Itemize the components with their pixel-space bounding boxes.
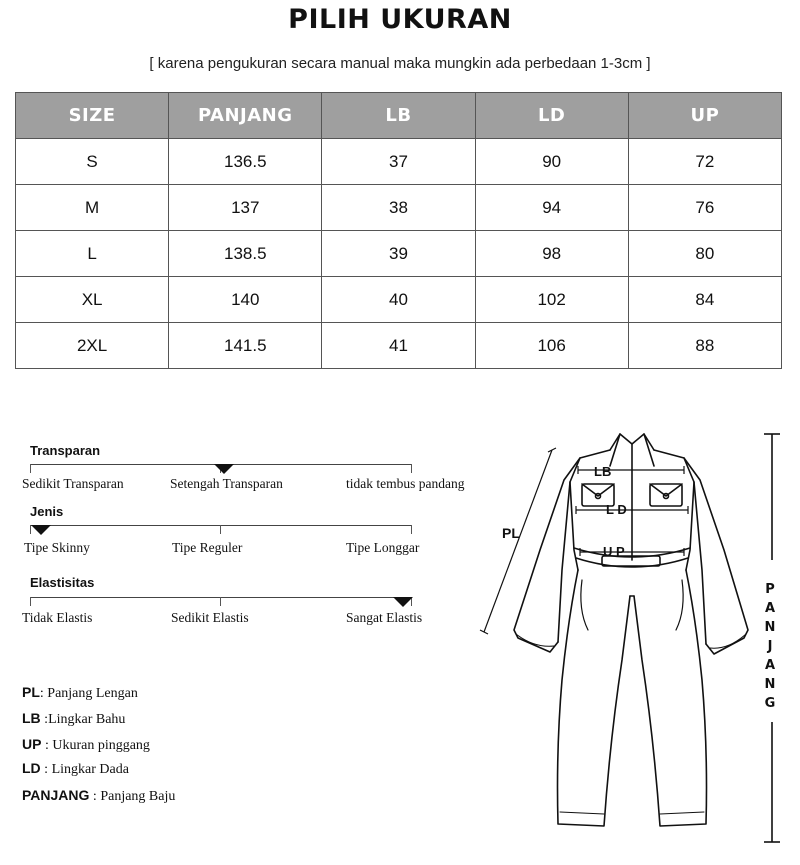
cell-panjang: 141.5 (169, 323, 322, 369)
legend-text: Lingkar Dada (51, 762, 129, 777)
header-size: SIZE (16, 93, 169, 139)
scale-tick (411, 464, 412, 473)
scale-option: Tipe Skinny (24, 540, 90, 555)
header-ld: LD (475, 93, 628, 139)
legend-text: Panjang Lengan (47, 686, 138, 701)
table-row (16, 277, 782, 323)
header-up: UP (628, 93, 781, 139)
vertical-length-label: P A N J A N G (764, 582, 776, 711)
table-row (16, 231, 782, 277)
scale-marker-icon (31, 525, 51, 535)
cell-panjang: 137 (169, 185, 322, 231)
cell-size: M (16, 185, 169, 231)
cell-ld: 94 (475, 185, 628, 231)
cell-up: 80 (628, 231, 781, 277)
cell-lb: 40 (322, 277, 475, 323)
scale-transparan (22, 440, 492, 500)
cell-lb: 38 (322, 185, 475, 231)
scale-line (30, 597, 412, 598)
legend-abbr: PL (22, 684, 40, 700)
scale-option: Tidak Elastis (22, 610, 93, 625)
diagram-label-pl: PL (502, 525, 520, 541)
cell-panjang: 140 (169, 277, 322, 323)
legend-item (22, 684, 138, 702)
legend-abbr: PANJANG (22, 787, 90, 803)
header-panjang: PANJANG (169, 93, 322, 139)
scale-label: Elastisitas (30, 575, 95, 590)
scale-tick (220, 597, 221, 606)
cell-up: 76 (628, 185, 781, 231)
table-row (16, 139, 782, 185)
table-row (16, 323, 782, 369)
scale-marker-icon (393, 597, 413, 607)
legend-sep: : (40, 762, 52, 777)
legend-sep: : (41, 738, 53, 753)
scale-tick (411, 525, 412, 534)
scale-option: Sangat Elastis (346, 610, 423, 625)
scale-tick (30, 597, 31, 606)
scale-option: Sedikit Transparan (22, 476, 124, 491)
cell-lb: 37 (322, 139, 475, 185)
diagram-label-up: U P (603, 544, 625, 559)
header-lb: LB (322, 93, 475, 139)
scale-option: tidak tembus pandang (346, 476, 465, 491)
legend-sep: : (39, 686, 48, 701)
cell-size: L (16, 231, 169, 277)
scale-option: Sedikit Elastis (171, 610, 249, 625)
cell-ld: 90 (475, 139, 628, 185)
cell-lb: 41 (322, 323, 475, 369)
cell-panjang: 136.5 (169, 139, 322, 185)
cell-panjang: 138.5 (169, 231, 322, 277)
size-table (15, 92, 782, 369)
legend-item (22, 710, 125, 728)
legend-sep: : (40, 712, 49, 727)
legend-abbr: LB (22, 710, 41, 726)
diagram-label-ld: L D (606, 502, 627, 517)
scale-option: Setengah Transparan (170, 476, 283, 491)
page-subtitle: [ karena pengukuran secara manual maka mungkin ada perbedaan 1-3cm ] (149, 55, 651, 72)
cell-lb: 39 (322, 231, 475, 277)
scale-label: Transparan (30, 443, 101, 458)
legend-sep: : (89, 789, 101, 804)
scale-option: Tipe Longgar (346, 540, 420, 555)
scale-label: Jenis (30, 504, 64, 519)
legend-abbr: UP (22, 736, 42, 752)
legend-item (22, 736, 150, 754)
cell-ld: 106 (475, 323, 628, 369)
table-row (16, 185, 782, 231)
scale-line (30, 525, 412, 526)
jumpsuit-illustration (470, 420, 790, 850)
cell-size: XL (16, 277, 169, 323)
diagram-label-lb: LB (594, 464, 612, 479)
cell-up: 84 (628, 277, 781, 323)
cell-size: 2XL (16, 323, 169, 369)
legend-item (22, 760, 129, 778)
legend-item (22, 787, 175, 805)
scale-elastisitas (22, 572, 492, 632)
scale-tick (220, 525, 221, 534)
legend-text: Panjang Baju (100, 789, 176, 804)
cell-up: 72 (628, 139, 781, 185)
cell-ld: 98 (475, 231, 628, 277)
scale-jenis (22, 501, 492, 561)
cell-up: 88 (628, 323, 781, 369)
legend-text: Lingkar Bahu (48, 712, 126, 727)
scale-option: Tipe Reguler (172, 540, 243, 555)
legend-text: Ukuran pinggang (52, 738, 150, 753)
cell-ld: 102 (475, 277, 628, 323)
cell-size: S (16, 139, 169, 185)
scale-marker-icon (214, 464, 234, 474)
table-header-row (16, 93, 782, 139)
scale-tick (30, 464, 31, 473)
legend-abbr: LD (22, 760, 41, 776)
page-title: PILIH UKURAN (288, 4, 512, 35)
